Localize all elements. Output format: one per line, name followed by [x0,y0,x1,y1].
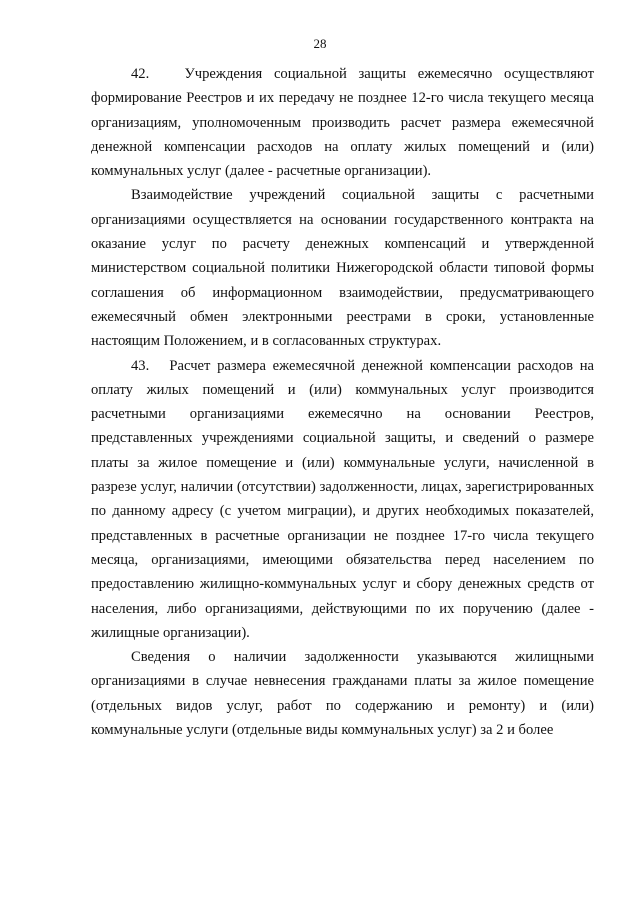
paragraph-debt-info: Сведения о наличии задолженности указываются жилищными организациями в случае невнесения гражданами платы за жилое помещение (отдельных видов услуг, работ по содержанию и ремонту) и (или) коммунальные услуги (отдельные виды коммунальных услуг) за 2 и более [91,649,594,739]
page-number: 28 [313,36,327,51]
paragraph-interaction: Взаимодействие учреждений социальной защиты с расчетными организациями осуществляется на основании государственного контракта на оказание услуг по расчету денежных компенсаций и утвержденной министерством социальной политики Нижегородской области типовой формы соглашения об информационном взаимодействии, предусматривающего ежемесячный обмен электронными реестрами в сроки, установленные настоящим Положением, и в согласованных структурах. [91,187,594,350]
paragraph-item-42: 42. Учреждения социальной защиты ежемесячно осуществляют формирование Реестров и их передачу не позднее 12-го числа текущего месяца организациям, уполномоченным производить расчет размера ежемесячной денежной компенсации расходов на оплату жилых помещений и (или) коммунальных услуг (далее - расчетные организации). [91,66,594,180]
document-body [91,62,594,742]
paragraph-item-43: 43. Расчет размера ежемесячной денежной компенсации расходов на оплату жилых помещений и (или) коммунальных услуг производится расчетными организациями ежемесячно на основании Реестров, представленных учреждениями социальной защиты, и сведений о размере платы за жилое помещение и (или) коммунальные услуги, начисленной в разрезе услуг, наличии (отсутствии) задолженности, лицах, зарегистрированных по данному адресу (с учетом миграции), и других необходимых показателей, представленных в расчетные организации не позднее 17-го числа текущего месяца, организациями, имеющими обязательства перед населением по предоставлению жилищно-коммунальных услуг и сбору денежных средств от населения, либо организациями, действующими по их поручению (далее - жилищные организации). [91,357,594,641]
